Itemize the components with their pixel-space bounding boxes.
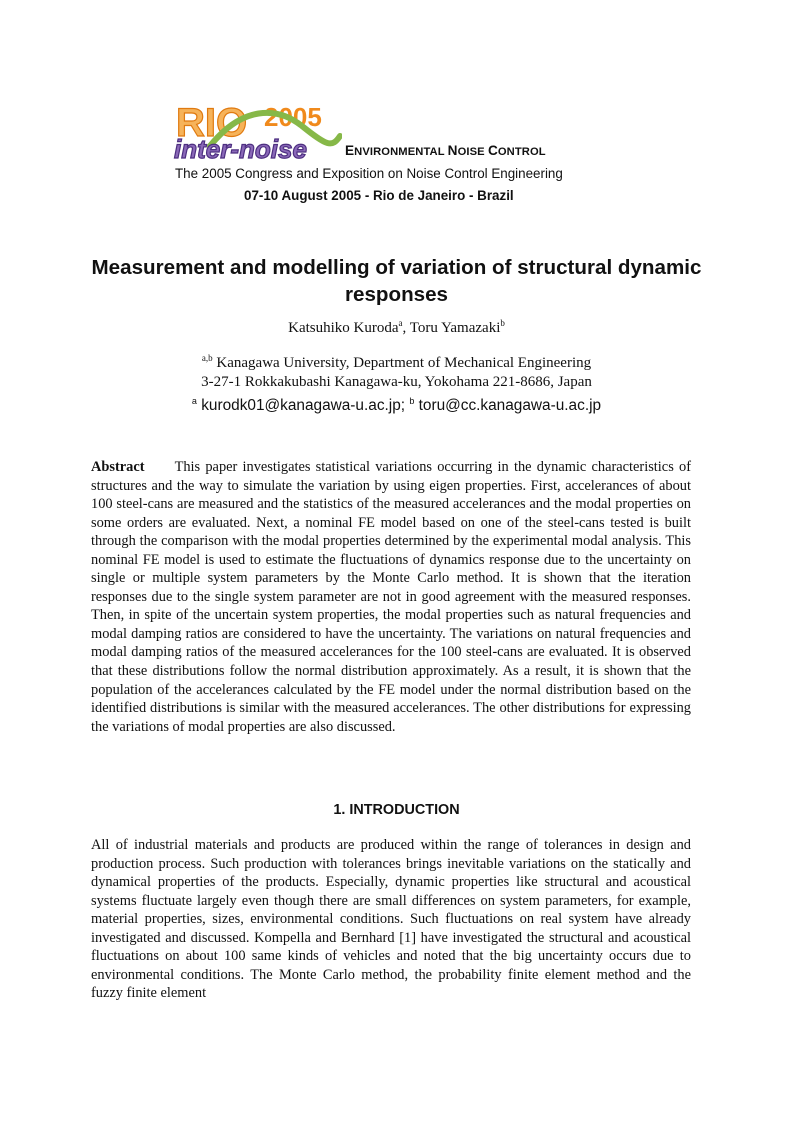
conference-dates: 07-10 August 2005 - Rio de Janeiro - Brazil (244, 188, 514, 203)
email-link[interactable]: toru@cc.kanagawa-u.ac.jp (414, 397, 602, 414)
introduction-text: All of industrial materials and products are produced within the range of tolerances in design and production process. Such production with tolerances brings inevitable variations on the statically and dynamical properties of the products. Especially, dynamic properties like structural and acoustical systems fluctuate largely even though there are small differences on system parameters, for example, material properties, sizes, environmental conditions. Such fluctuations on real system have already investigated and discussed. Kompella and Bernhard [1] have investigated the structural and acoustical fluctuations on about 100 same kinds of vehicles and noted that the big uncertainty occurs due to environmental conditions. The Monte Carlo method, the probability finite element method and the fuzzy finite element (91, 837, 691, 1002)
section-heading: 1. INTRODUCTION (333, 802, 460, 818)
abstract-label: Abstract (91, 459, 145, 475)
affiliation: $^{a,b}$ Kanagawa University, Department of Mechanical Engineering 3-27-1 Rokkakubashi Kanagawa-ku, Yokohama 221-8686, Japan (201, 353, 592, 390)
author-name: Toru Yamazaki (409, 320, 501, 336)
author-name: Katsuhiko Kuroda (288, 320, 399, 336)
email-link[interactable]: kurodk01@kanagawa-u.ac.jp; (196, 397, 410, 414)
abstract (91, 458, 691, 736)
author-emails: $^a$ kurodk01@kanagawa-u.ac.jp; $^b$ toru@cc.kanagawa-u.ac.jp (191, 395, 602, 414)
conference-subtitle: The 2005 Congress and Exposition on Noise Control Engineering (175, 166, 563, 181)
conference-name: ENVIRONMENTAL NOISE CONTROL (345, 143, 546, 158)
author-list: Katsuhiko Kuroda$^a$, Toru Yamazaki$^b$ (288, 318, 505, 336)
conference-header (172, 96, 632, 211)
conference-logo (172, 96, 342, 164)
paper-title: Measurement and modelling of variation of structural dynamic responses (91, 256, 702, 306)
logo-rio-text: RIO (176, 101, 248, 145)
abstract-text: This paper investigates statistical variations occurring in the dynamic characteristics of structures and the way to simulate the variation by using eigen properties. First, accelerances of about 100 steel-cans are measured and the statistics of the measured accelerances and the modal properties on some orders are evaluated. Next, a nominal FE model based on one of the steel-cans tested is built through the comparison with the modal properties determined by the experimental modal analysis. This nominal FE model is used to estimate the fluctuations of dynamics response due to the uncertainty on single or multiple system parameters by the Monte Carlo method. It is shown that the iteration responses due to the single system parameter are not in good agreement with the measured responses. Then, in spite of the uncertain system properties, the modal properties such as natural frequencies and modal damping ratios are considered to have the uncertainty. The variations on natural frequencies and modal damping ratios of the measured accelerances for the 100 steel-cans are evaluated. It is observed that these distributions follow the normal distribution approximately. As a result, it is shown that the population of the accelerances calculated by the FE model under the normal distribution based on the identified distributions is similar with the measured accelerances. The other distributions for expressing the variations of modal properties are also discussed. (91, 459, 691, 735)
logo-inter-noise-text: inter-noise (174, 134, 307, 164)
inter-noise-logo-graphic (172, 96, 342, 164)
logo-year-text: 2005 (264, 102, 322, 132)
